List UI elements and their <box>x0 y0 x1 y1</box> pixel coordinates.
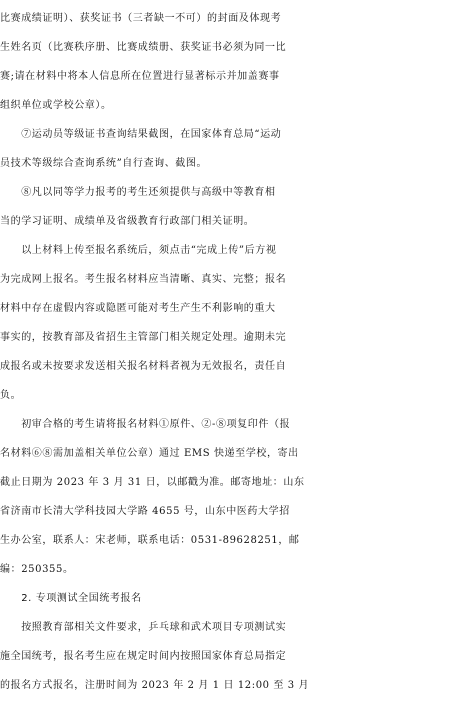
document-line: 组织单位或学校公章）。 <box>0 100 112 111</box>
document-line: 的报名方式报名，注册时间为 2023 年 2 月 1 日 12:00 至 3 月 <box>0 680 310 691</box>
document-line: 生办公室，联系人：宋老师，联系电话：0531-89628251，邮 <box>0 535 300 546</box>
document-line: 负。 <box>0 390 22 401</box>
document-line: ⑦运动员等级证书查询结果截图，在国家体育总局“运动 <box>0 129 282 140</box>
section-heading: 2. 专项测试全国统考报名 <box>0 593 142 604</box>
document-line: 省济南市长清大学科技园大学路 4655 号，山东中医药大学招 <box>0 506 290 517</box>
document-line: 材料中存在虚假内容或隐匿可能对考生产生不利影响的重大 <box>0 303 276 314</box>
document-line: 编：250355。 <box>0 564 74 575</box>
document-line: 事实的，按教育部及省招生主管部门相关规定处理。逾期未完 <box>0 332 287 343</box>
document-line: 比赛成绩证明）、获奖证书（三者缺一不可）的封面及体现考 <box>0 13 282 24</box>
document-line: ⑧凡以同等学力报考的考生还须提供与高级中等教育相 <box>0 187 276 198</box>
document-line: 成报名或未按要求发送相关报名材料者视为无效报名，责任自 <box>0 361 287 372</box>
document-line: 为完成网上报名。考生报名材料应当清晰、真实、完整；报名 <box>0 274 287 285</box>
document-line: 名材料⑥⑧需加盖相关单位公章）通过 EMS 快递至学校，寄出 <box>0 448 299 459</box>
document-line: 员技术等级综合查询系统”自行查询、截图。 <box>0 158 208 169</box>
document-line: 初审合格的考生请将报名材料①原件、②-⑧项复印件（报 <box>0 419 291 430</box>
document-line: 赛;请在材料中将本人信息所在位置进行显著标示并加盖赛事 <box>0 71 280 82</box>
document-line: 以上材料上传至报名系统后，须点击“完成上传”后方视 <box>0 245 277 256</box>
document-line: 生姓名页（比赛秩序册、比赛成绩册、获奖证书必须为同一比 <box>0 42 287 53</box>
document-line: 按照教育部相关文件要求，乒乓球和武术项目专项测试实 <box>0 622 287 633</box>
document-line: 当的学习证明、成绩单及省级教育行政部门相关证明。 <box>0 216 255 227</box>
document-line: 截止日期为 2023 年 3 月 31 日，以邮戳为准。邮寄地址：山东 <box>0 477 305 488</box>
document-line: 施全国统考，报名考生应在规定时间内按照国家体育总局指定 <box>0 651 287 662</box>
